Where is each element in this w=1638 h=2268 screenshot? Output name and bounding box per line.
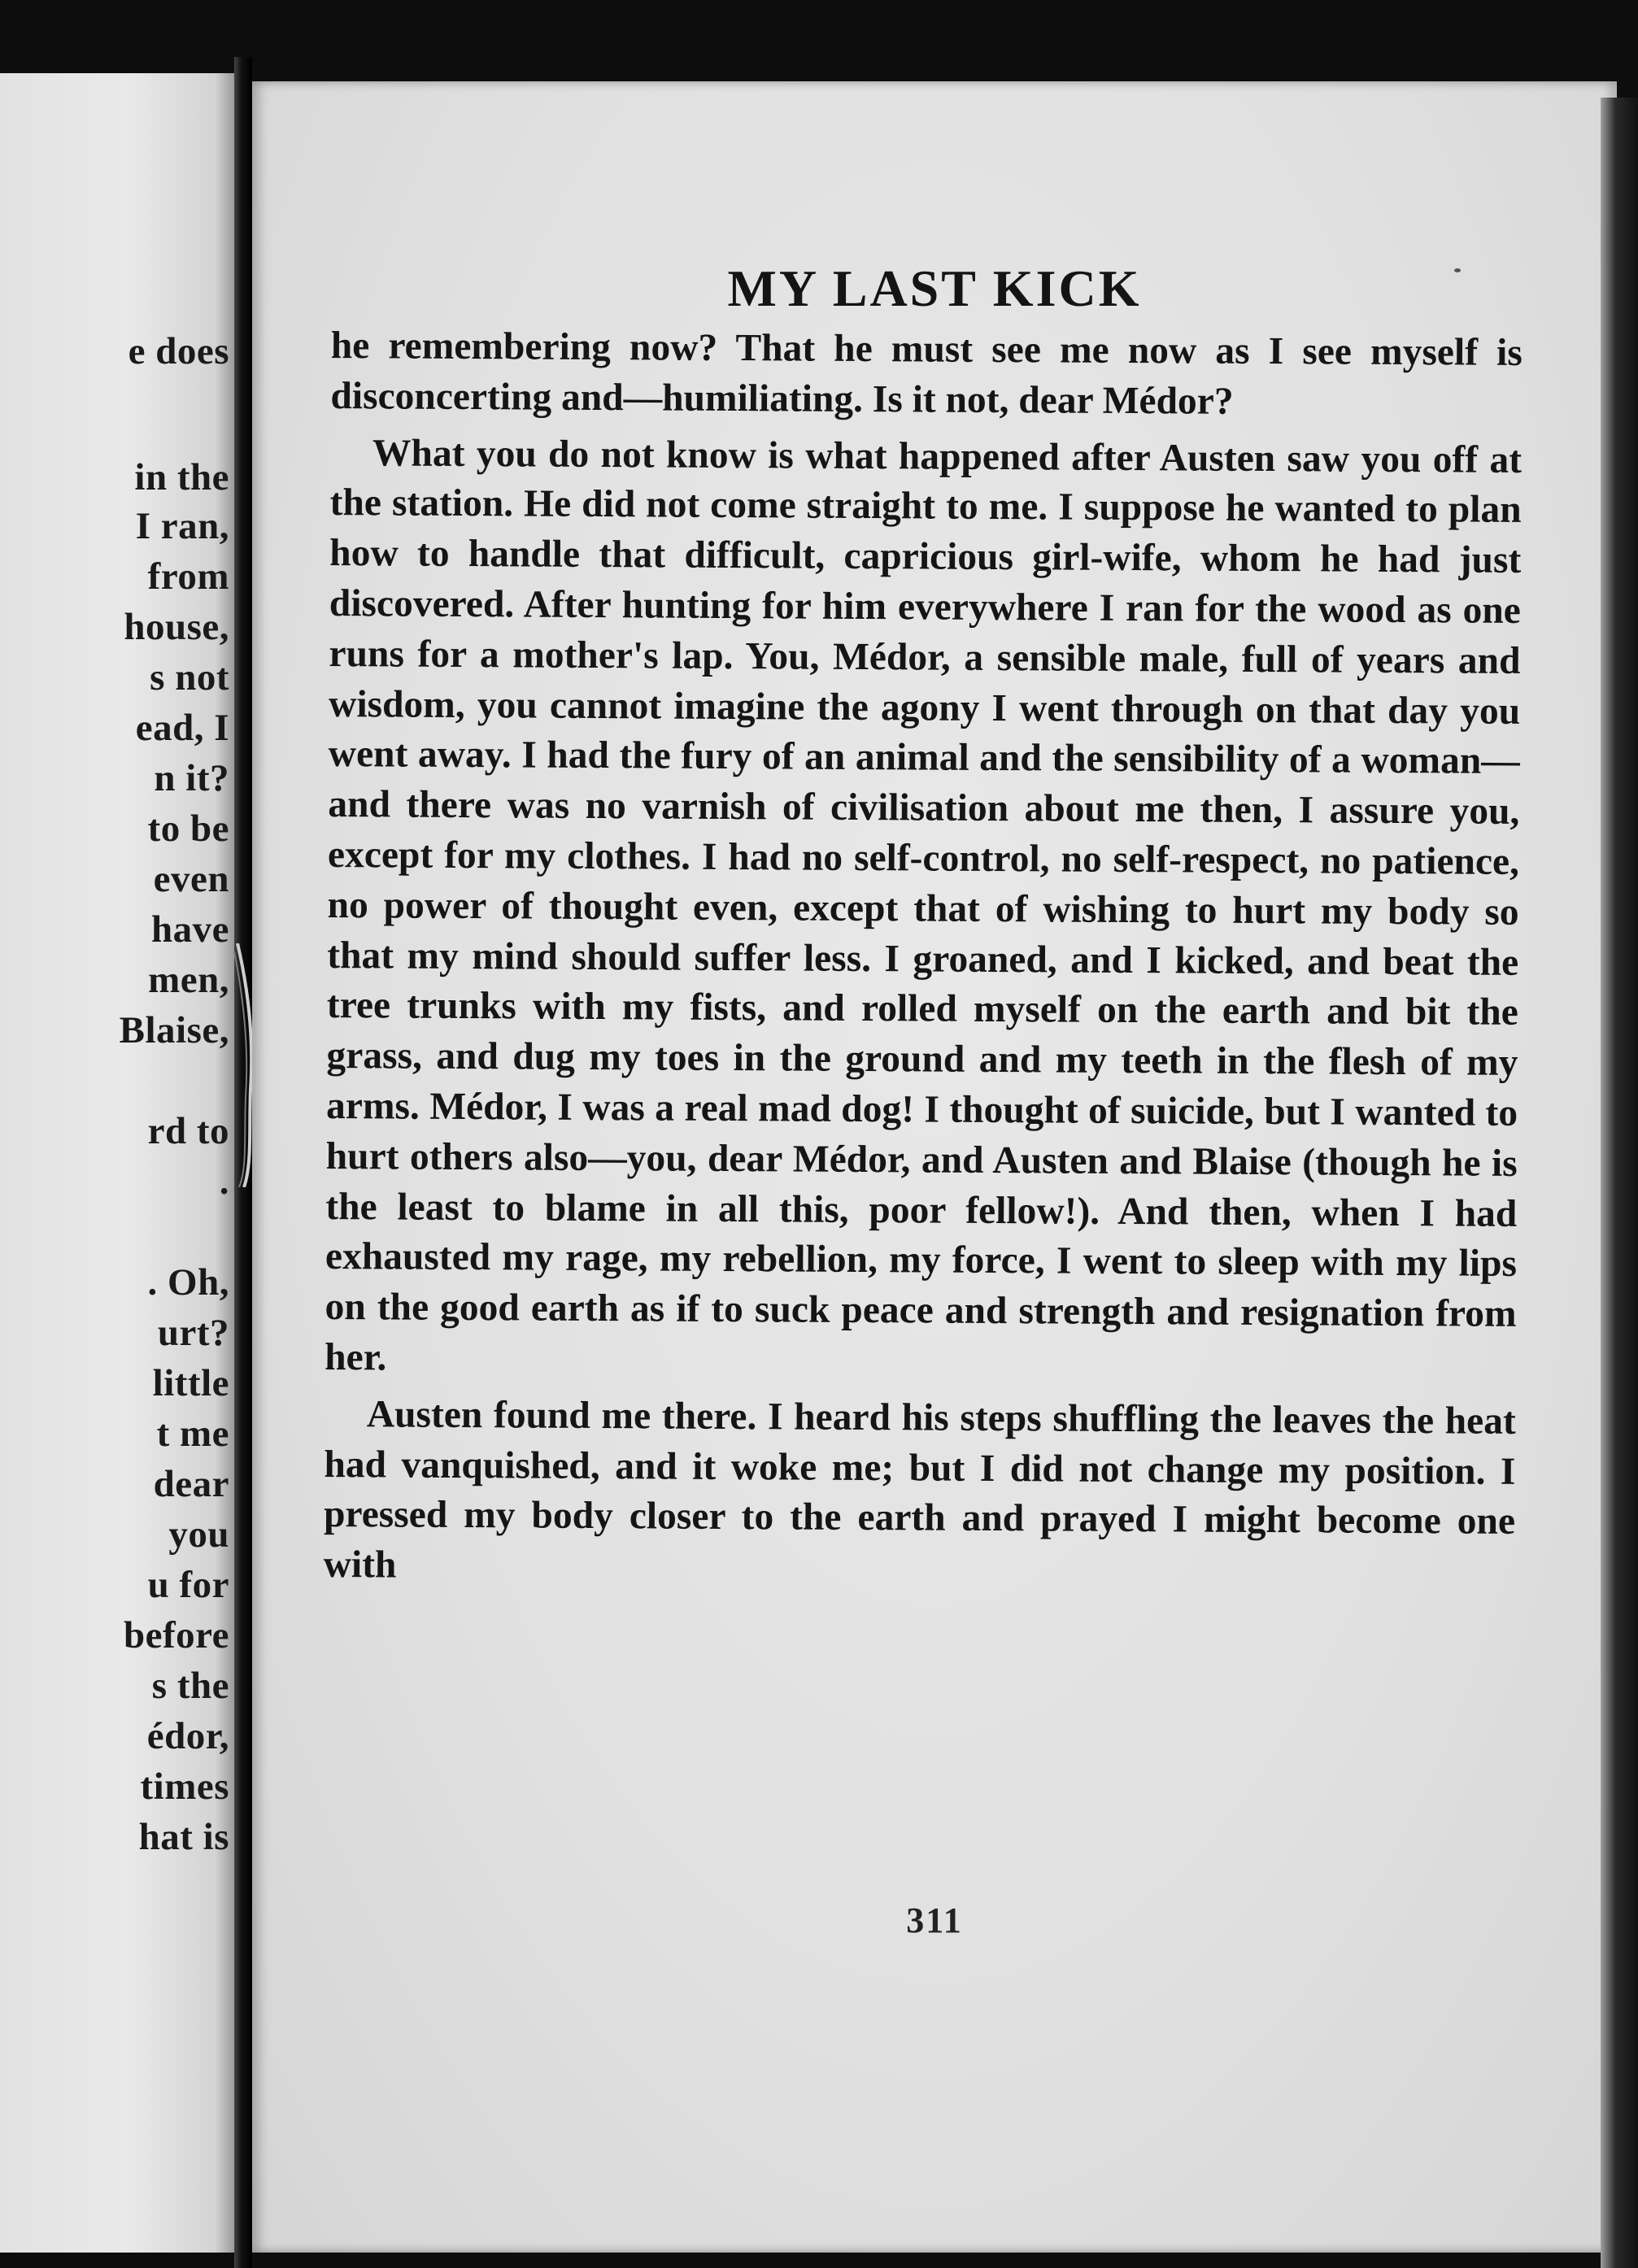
paragraph: he remembering now? That he must see me now as I see myself is disconcerting and—humiliating. Is it not, dear Médor? (330, 324, 1523, 423)
left-line: dear (153, 1463, 229, 1505)
right-page (252, 81, 1617, 2253)
left-line: little (152, 1362, 229, 1404)
left-line: t me (156, 1413, 229, 1455)
left-line: I ran, (135, 505, 229, 547)
left-line: ead, I (135, 707, 229, 749)
left-line: Blaise, (119, 1009, 229, 1051)
left-line: house, (124, 606, 229, 648)
page-edge-shadow (1601, 98, 1638, 2268)
left-line: hat is (138, 1816, 229, 1858)
left-line: to be (147, 808, 229, 850)
page-number: 311 (906, 1900, 963, 1940)
paragraph: Austen found me there. I heard his steps shuffling the leaves the heat had vanquished, and it woke me; but I did not change my position. I pressed my body closer to the earth and prayed I might become one with (323, 1393, 1516, 1587)
left-line: s the (151, 1665, 229, 1707)
left-line: . (219, 1160, 229, 1203)
left-line: times (140, 1765, 229, 1808)
left-line: in the (134, 456, 229, 498)
left-line: you (168, 1513, 229, 1556)
paragraph: What you do not know is what happened after Austen saw you off at the station. He did not come straight to me. I suppose he wanted to plan how to handle that difficult, capricious girl-wife, whom he had just discovered. After hunting for him everywhere I ran for the wood as one runs for a mother's lap. You, Médor, a sensible male, full of years and wisdom, you cannot imagine the agony I went through on that day you went away. I had the fury of an animal and the sensibility of a woman—and there was no varnish of civilisation about me then, I assure you, except for my clothes. I had no self-control, no self-respect, no patience, no power of thought even, except that of wishing to hurt my body so that my mind should suffer less. I groaned, and I kicked, and beat the tree trunks with my fists, and rolled myself on the earth and bit the grass, and dug my toes in the ground and my teeth in the flesh of my arms. Médor, I was a real mad dog! I thought of suicide, but I wanted to hurt others also—you, dear Médor, and Austen and Blaise (though he is the least to blame in all this, poor fellow!). And then, when I had exhausted my rage, my rebellion, my force, I went to sleep with my lips on the good earth as if to suck peace and strength and resignation from her. (325, 431, 1523, 1379)
left-line: rd to (147, 1110, 229, 1152)
left-line: before (123, 1614, 229, 1656)
left-line: from (147, 555, 229, 598)
left-line: . Oh, (147, 1261, 229, 1304)
running-head: MY LAST KICK (727, 259, 1142, 317)
left-line: n it? (154, 757, 229, 799)
left-line: men, (148, 959, 229, 1001)
left-line: even (153, 858, 229, 900)
left-line: e does (128, 330, 229, 372)
left-line: urt? (157, 1312, 229, 1354)
left-line: édor, (146, 1715, 229, 1757)
page-body-text (323, 321, 1523, 1604)
left-line: u for (147, 1564, 229, 1606)
left-line: have (151, 908, 229, 951)
left-line: s not (150, 656, 229, 699)
left-facing-page (0, 73, 234, 2253)
